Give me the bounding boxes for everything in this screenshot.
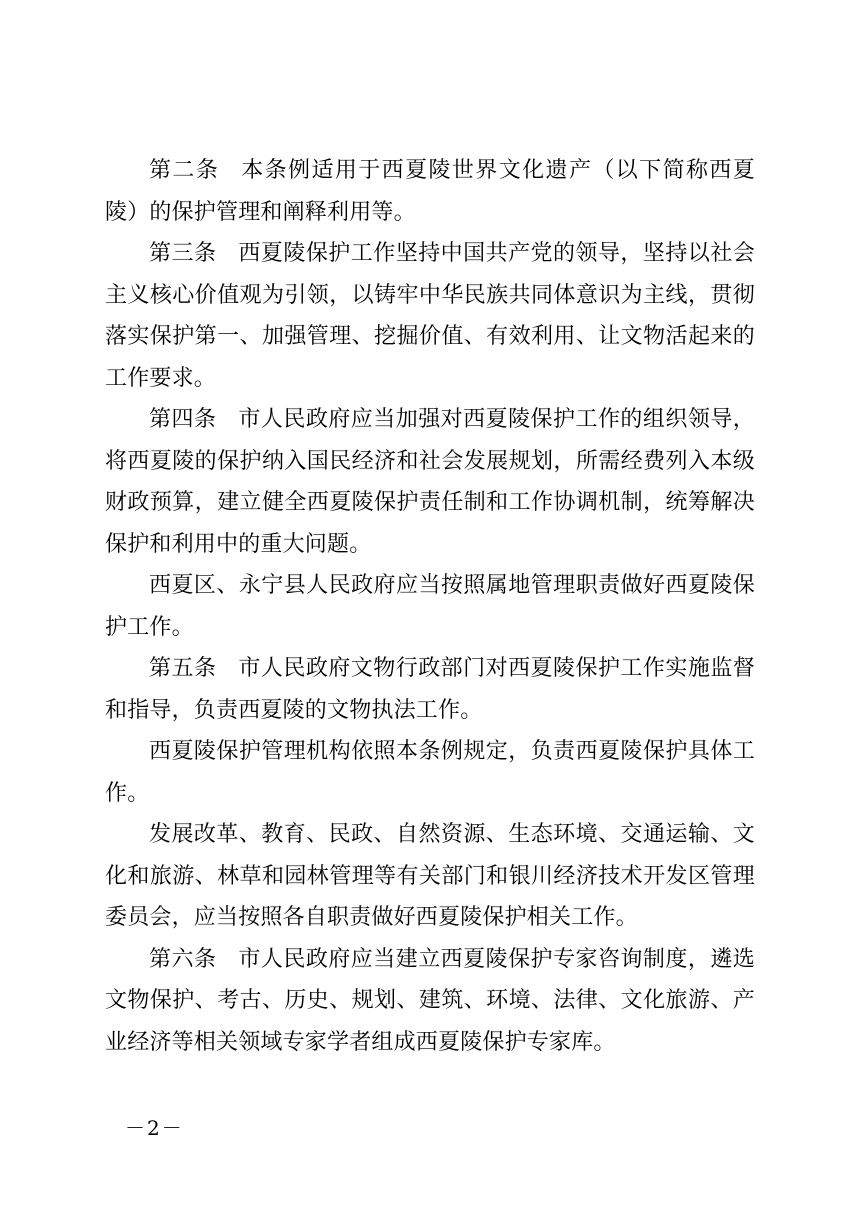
paragraph-text: 西夏区、永宁县人民政府应当按照属地管理职责做好西夏陵保护工作。: [105, 573, 755, 640]
page-number: －2－: [125, 1116, 184, 1140]
article-number: 第五条: [149, 656, 217, 681]
paragraph-article-4: [105, 399, 755, 565]
paragraph-text: 发展改革、教育、民政、自然资源、生态环境、交通运输、文化和旅游、林草和园林管理等有关部门和银川经济技术开发区管理委员会，应当按照各自职责做好西夏陵保护相关工作。: [105, 822, 755, 930]
paragraph-text: 市人民政府应当建立西夏陵保护专家咨询制度，遴选文物保护、考古、历史、规划、建筑、环境、法律、文化旅游、产业经济等相关领域专家学者组成西夏陵保护专家库。: [105, 946, 755, 1055]
paragraph-article-3: [105, 233, 755, 399]
paragraph-article-5-sub-2: [105, 814, 755, 939]
paragraph-article-5-sub-1: [105, 731, 755, 814]
article-number: 第二条: [149, 158, 220, 183]
paragraph-article-2: [105, 150, 755, 233]
article-number: 第四条: [149, 407, 217, 432]
paragraph-text: 本条例适用于西夏陵世界文化遗产（以下简称西夏陵）的保护管理和阐释利用等。: [105, 158, 755, 225]
article-number: 第六条: [149, 946, 217, 972]
paragraph-text: 市人民政府应当加强对西夏陵保护工作的组织领导，将西夏陵的保护纳入国民经济和社会发展规划，所需经费列入本级财政预算，建立健全西夏陵保护责任制和工作协调机制，统筹解决保护和利用中的重大问题。: [105, 407, 755, 557]
paragraph-text: 西夏陵保护工作坚持中国共产党的领导，坚持以社会主义核心价值观为引领，以铸牢中华民族共同体意识为主线，贯彻落实保护第一、加强管理、挖掘价值、有效利用、让文物活起来的工作要求。: [105, 241, 755, 391]
paragraph-text: 西夏陵保护管理机构依照本条例规定，负责西夏陵保护具体工作。: [105, 739, 755, 806]
paragraph-article-6: [105, 939, 755, 1064]
paragraph-article-4-sub: [105, 565, 755, 648]
document-body: [105, 150, 755, 1063]
paragraph-text: 市人民政府文物行政部门对西夏陵保护工作实施监督和指导，负责西夏陵的文物执法工作。: [105, 656, 755, 723]
paragraph-article-5: [105, 648, 755, 731]
article-number: 第三条: [149, 241, 217, 266]
